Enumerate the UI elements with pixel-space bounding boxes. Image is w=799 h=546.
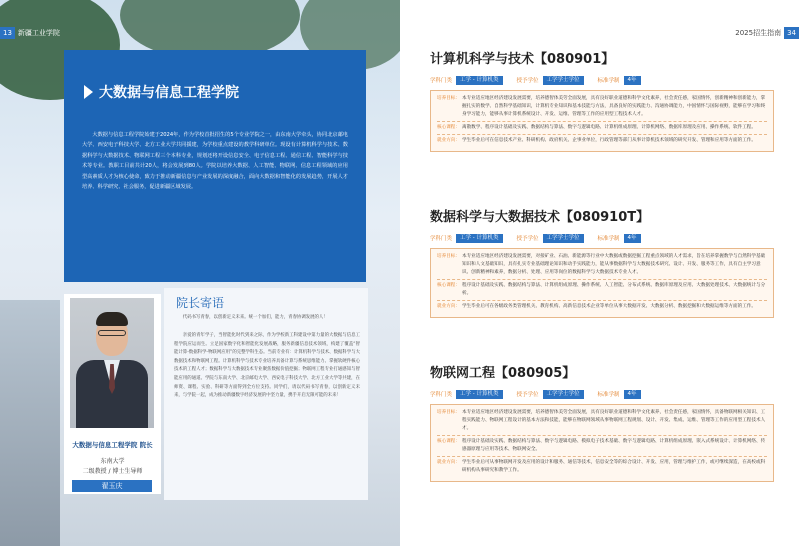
dean-photo	[70, 298, 154, 428]
major-details	[430, 90, 774, 152]
row-key: 就业方向：	[437, 460, 460, 465]
meta-label: 标准学制	[597, 236, 620, 242]
building-decoration	[0, 300, 60, 546]
major-section	[430, 50, 774, 152]
letter-paragraph: 亲爱的青年学子，当智能化时代到来之际，作为学校新工科建设中第力量的大数据与信息工程学院应运而生。立足国家数字化和智能化发展战略，服务新疆信息技术领域，构建了覆盖“智能计算-数据科学-物联网应用”的完整学科生态。当前专业有：计算机科学与技术、数据科学与大数据技术和物联网工程。计算机科学与技术专业培养具备计算与系统思维能力、掌握软硬件核心技术的工程人才；数据科学与大数据技术专业聚焦数据价值挖掘；物联网工程专业打通感知与智能应用的通道。学院与东南大学、北京邮电大学、西安电子科技大学、北方工业大学等共建，在师资、课程、实验、科研等方面得到全方位支持。同学们，请以代码书写青春，以创新定义未来，与学院一起，成为推动新疆数字经济发展的中坚力量，携手开启无限可能的未来！	[174, 333, 360, 399]
goal-row	[437, 253, 767, 277]
row-value: 学生毕业后可在各级政务类管理机关、教育机构、高新信息技术企业等单位从事大数据开发、大数据分析、数据挖掘和大数据运维等方面的工作。	[461, 304, 756, 309]
years-badge: 4年	[624, 390, 641, 399]
left-header	[0, 26, 60, 40]
dean-letter	[164, 288, 368, 500]
college-title	[84, 82, 239, 102]
meta-label: 授予学位	[516, 78, 539, 84]
major-meta	[430, 74, 774, 86]
row-key: 培养目标：	[437, 96, 460, 101]
category-badge: 工学 - 计算机类	[456, 234, 502, 243]
school-name: 新疆工业学院	[17, 29, 60, 37]
row-value: 学生毕业后可在信息技术产业、科研机构、政府机关、企事业单位，行政管理等部门从事计算机技术领域的研究开发、管理和应用等方面的工作。	[461, 138, 756, 143]
years-badge: 4年	[624, 76, 641, 85]
major-section	[430, 208, 774, 318]
row-key: 培养目标：	[437, 254, 460, 259]
right-header	[735, 26, 799, 40]
course-row	[437, 282, 767, 298]
divider	[437, 300, 767, 301]
row-value: 学生毕业后可从事物联网开发及应用的设计和服务、通信等技术，信息安全等的综合设计、开发、应用，管理与维护工作，或可继续深造，在高校或科研机构从事研究和教学工作。	[461, 460, 766, 473]
years-badge: 4年	[624, 234, 641, 243]
major-title: 物联网工程【080905】	[430, 366, 576, 381]
degree-badge: 工学学士学位	[543, 76, 584, 85]
career-row	[437, 303, 767, 311]
row-value: 本专业适应地区经济建设发展需要，对接矿业、石油、新能源等行业中大数据或数据挖掘工程重点领域的人才需求，旨在培养掌握数学与自然科学基础知识和人文基础知识，具有扎实专业基础理论知识和动手实践能力，能从事数据科学与大数据技术研究、设计、开发、服务等工作，具有自主学习意识、创新精神和素养，数据分析、处理、应用等岗位的数据科学与大数据技术专业人才。	[461, 254, 766, 275]
degree-badge: 工学学士学位	[543, 234, 584, 243]
major-meta	[430, 232, 774, 244]
row-key: 核心课程：	[437, 439, 460, 444]
course-row	[437, 124, 767, 132]
row-key: 核心课程：	[437, 125, 460, 130]
row-value: 程序设计基础及实践、数据结构与算法、计算机组成原理、操作系统、人工智能、分布式系统、数据库原理及应用、大数据处理技术、大数据统计与分析。	[461, 283, 766, 296]
major-details	[430, 404, 774, 482]
meta-label: 授予学位	[516, 392, 539, 398]
major-meta	[430, 388, 774, 400]
major-title: 数据科学与大数据技术【080910T】	[430, 210, 650, 225]
course-row	[437, 438, 767, 454]
meta-label: 标准学制	[597, 392, 620, 398]
letter-title: 院长寄语	[176, 296, 225, 310]
divider	[437, 456, 767, 457]
major-details	[430, 248, 774, 318]
degree-badge: 工学学士学位	[543, 390, 584, 399]
triangle-icon	[84, 85, 93, 99]
right-page	[400, 0, 799, 546]
category-badge: 工学 - 计算机类	[456, 390, 502, 399]
glasses-shape	[98, 330, 126, 336]
meta-label: 学科门类	[430, 236, 453, 242]
row-value: 离散数学、程序设计基础及实践、数据结构与算法、数字与逻辑电路、计算机组成原理、计算机网络、数据库原理及应用、操作系统、软件工程。	[461, 125, 756, 130]
major-title: 计算机科学与技术【080901】	[430, 52, 615, 67]
college-intro-panel	[64, 50, 366, 282]
row-value: 本专业适应地区经济建设发展需要，培养德智体美劳全面发展，具有良好职业道德和科学文化素养，社会责任感，家国情怀，创新精神和创新能力，掌握扎实的数学、自然科学基础知识，计算机专业知识和基本技能与方法，具备良好的实践能力、沟通协调能力，中国情怀与国际视野，能够在学习和终身学习能力，能够从事计算机系统设计、开发、运维、管理等工作的应用型工程技术人才。	[461, 96, 766, 117]
divider	[437, 435, 767, 436]
category-badge: 工学 - 计算机类	[456, 76, 502, 85]
dean-org: 东南大学	[100, 458, 125, 465]
dean-caption: 大数据与信息工程学院 院长	[72, 441, 153, 449]
divider	[437, 279, 767, 280]
dean-card	[64, 294, 161, 494]
right-page-number: 34	[784, 27, 799, 39]
letter-paragraph: 代码书写青春，以创新定义未来。统一个加们，能力，青春协调发展的人！	[182, 315, 328, 320]
row-value: 本专业适应地区经济建设发展需要，培养德智体美劳全面发展，具有良好职业道德和科学文化素养，社会责任感，家国情怀，具备物联网相关知识、工程实践能力、物联网工程设计的基本方法和技能，能够在物联网领域从事物联网工程规划、设计、开发、集成、运维、管理等工作的应用型工程技术人才。	[461, 410, 766, 431]
left-page-number: 13	[0, 27, 15, 39]
college-intro-text: 大数据与信息工程学院始建于2024年，作为学校首批招生的5个专业学院之一，由东南大学牵头，协同北京邮电大学、西安电子科技大学、北方工业大学共同援建，为学校重点建设的教学科研单位。现设有计算机科学与技术、数据科学与大数据技术、物联网工程三个本科专业，规划还将开设信息安全、电子信息工程、通信工程、智能科学与技术等专业。教职工目前共计20人，将会发展到80人。学院以培养大数据、人工智能、物联网、信息工程领域的应用型高素质人才为核心使命，致力于推动新疆信息与产业发展的深度融合，面向大数据和智能化的发展趋势，开展人才培养、科学研究、社会服务，促进新疆区域发展。	[82, 132, 348, 191]
dean-name: 翟玉庆	[72, 480, 152, 492]
meta-label: 标准学制	[597, 78, 620, 84]
row-key: 培养目标：	[437, 410, 460, 415]
meta-label: 授予学位	[516, 236, 539, 242]
meta-label: 学科门类	[430, 78, 453, 84]
hair-shape	[96, 312, 128, 326]
dean-title: 二级教授 / 博士生导师	[82, 468, 143, 475]
major-section	[430, 364, 774, 482]
row-key: 就业方向：	[437, 138, 460, 143]
college-title-text: 大数据与信息工程学院	[99, 85, 239, 101]
row-key: 就业方向：	[437, 304, 460, 309]
divider	[437, 134, 767, 135]
row-key: 核心课程：	[437, 283, 460, 288]
goal-row	[437, 409, 767, 433]
meta-label: 学科门类	[430, 392, 453, 398]
divider	[437, 121, 767, 122]
career-row	[437, 137, 767, 145]
career-row	[437, 459, 767, 475]
year-label: 2025招生指南	[735, 29, 782, 37]
row-value: 程序设计基础及实践、数据结构与算法、数字与逻辑电路、模拟电子技术基础、数字与逻辑电路、计算机组成原理、嵌入式系统设计、计算机网络、传感器原理与应用等技术、物联网安全。	[461, 439, 766, 452]
goal-row	[437, 95, 767, 119]
